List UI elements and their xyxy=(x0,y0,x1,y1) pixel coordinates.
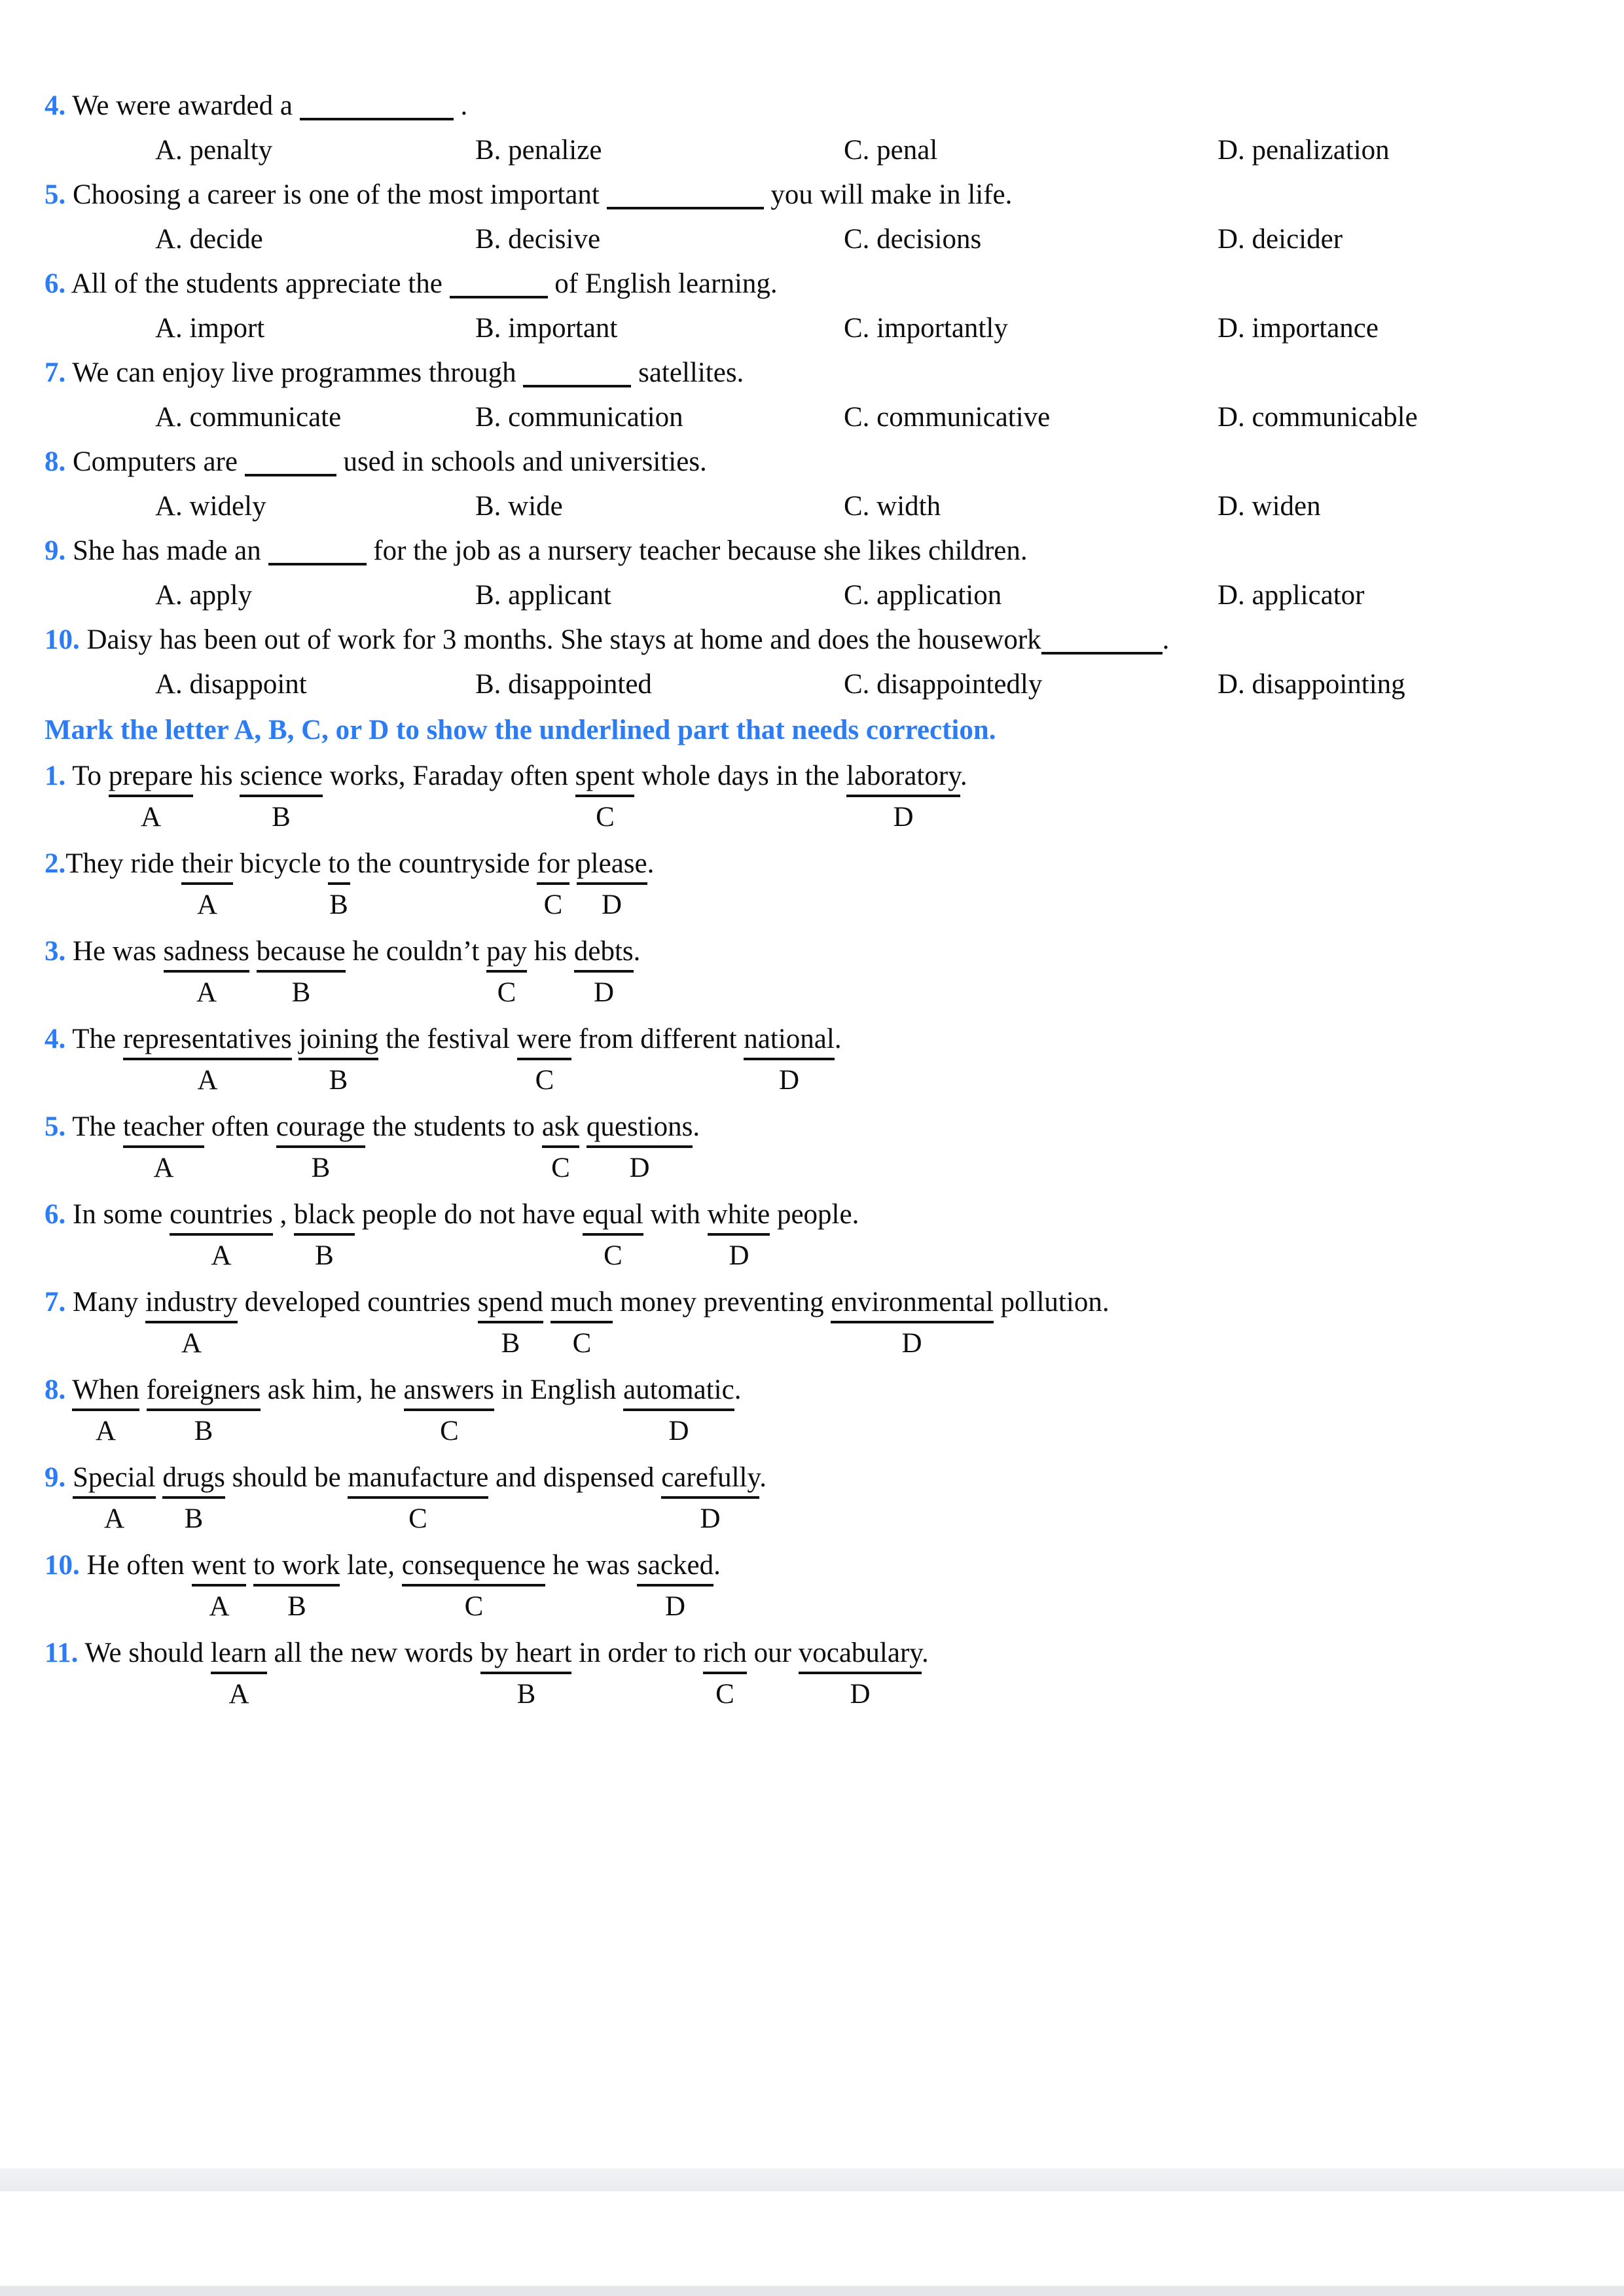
option-b: B. important xyxy=(475,313,618,344)
question-sentence xyxy=(45,351,1598,395)
answer-letter-c: C xyxy=(543,889,563,920)
answer-letter-a: A xyxy=(181,1328,202,1359)
sentence-text xyxy=(569,848,577,879)
answer-letters-row xyxy=(45,1062,1598,1105)
question-sentence xyxy=(45,754,1598,798)
question-number: 2. xyxy=(45,848,66,879)
answer-letters-row xyxy=(45,1412,1598,1456)
question-block xyxy=(45,84,1598,173)
question-number: 4. xyxy=(45,1024,66,1054)
question-block xyxy=(45,1368,1598,1456)
sentence-text: whole days in the xyxy=(634,761,846,791)
sentence-text: . xyxy=(960,761,967,791)
option-d: D. communicable xyxy=(1218,402,1418,433)
answer-letter-a: A xyxy=(103,1503,125,1534)
sentence-text: Computers are xyxy=(65,446,245,477)
answer-letters-row xyxy=(45,1237,1598,1280)
word-form-questions xyxy=(45,84,1598,707)
question-sentence xyxy=(45,929,1598,974)
sentence-text: in English xyxy=(494,1374,624,1405)
answer-letter-d: D xyxy=(850,1679,871,1710)
question-block xyxy=(45,618,1598,707)
sentence-text: you will make in life. xyxy=(763,179,1013,210)
option-b: B. wide xyxy=(475,491,563,522)
question-sentence xyxy=(45,440,1598,484)
answer-letter-c: C xyxy=(572,1328,592,1359)
question-sentence xyxy=(45,1280,1598,1325)
option-c: C. disappointedly xyxy=(844,669,1043,700)
underlined-word: answers xyxy=(404,1374,495,1411)
question-number: 8. xyxy=(45,446,66,477)
underlined-word: black xyxy=(294,1199,355,1236)
answer-letter-d: D xyxy=(601,889,623,920)
underlined-word: learn xyxy=(211,1638,267,1674)
underlined-word: automatic xyxy=(623,1374,734,1411)
answer-letter-b: B xyxy=(272,802,291,833)
blank-line xyxy=(1041,652,1163,655)
options-row xyxy=(45,217,1598,262)
answer-letters-row xyxy=(45,1325,1598,1368)
sentence-text: . xyxy=(453,90,468,121)
sentence-text: for the job as a nursery teacher because she likes children. xyxy=(366,535,1028,566)
sentence-text xyxy=(579,1111,586,1142)
sentence-text: . xyxy=(713,1550,721,1581)
option-d: D. deicider xyxy=(1218,224,1343,255)
question-number: 10. xyxy=(45,1550,80,1581)
underlined-word: to work xyxy=(253,1550,340,1587)
question-number: 9. xyxy=(45,1462,66,1493)
answer-letters-row xyxy=(45,1500,1598,1543)
question-block xyxy=(45,929,1598,1017)
sentence-text: with xyxy=(643,1199,708,1230)
option-a: A. widely xyxy=(155,491,266,522)
sentence-text: . xyxy=(734,1374,742,1405)
option-a: A. penalty xyxy=(155,135,273,166)
sentence-text: pollution. xyxy=(993,1287,1110,1318)
answer-letter-a: A xyxy=(209,1591,230,1622)
sentence-text: all the new words xyxy=(266,1638,480,1668)
sentence-text xyxy=(65,1462,73,1493)
sentence-text xyxy=(543,1287,550,1318)
underlined-word: When xyxy=(72,1374,139,1411)
sentence-text: To xyxy=(65,761,109,791)
options-row xyxy=(45,128,1598,173)
sentence-text: All of the students appreciate the xyxy=(65,268,450,299)
sentence-text: people. xyxy=(770,1199,859,1230)
sentence-text: satellites. xyxy=(631,357,744,388)
answer-letter-c: C xyxy=(551,1153,570,1183)
question-sentence xyxy=(45,1456,1598,1500)
question-sentence xyxy=(45,173,1598,217)
option-c: C. communicative xyxy=(844,402,1051,433)
option-d: D. widen xyxy=(1218,491,1321,522)
answer-letter-b: B xyxy=(311,1153,331,1183)
sentence-text: . xyxy=(834,1024,842,1054)
question-number: 3. xyxy=(45,936,66,967)
answer-letter-c: C xyxy=(535,1065,554,1096)
option-a: A. apply xyxy=(155,580,253,611)
blank-line xyxy=(245,474,336,476)
sentence-text: . xyxy=(647,848,655,879)
underlined-word: national xyxy=(744,1024,835,1060)
answer-letters-row xyxy=(45,1149,1598,1193)
question-sentence xyxy=(45,1105,1598,1149)
option-c: C. decisions xyxy=(844,224,982,255)
sentence-text: often xyxy=(204,1111,276,1142)
option-d: D. penalization xyxy=(1218,135,1390,166)
underlined-word: courage xyxy=(276,1111,365,1148)
underlined-word: for xyxy=(537,848,569,885)
sentence-text: . xyxy=(759,1462,767,1493)
question-number: 7. xyxy=(45,1287,66,1318)
answer-letter-d: D xyxy=(664,1591,686,1622)
option-c: C. penal xyxy=(844,135,938,166)
underlined-word: equal xyxy=(583,1199,643,1236)
question-number: 8. xyxy=(45,1374,66,1405)
blank-line xyxy=(450,296,548,298)
sentence-text: ask him, he xyxy=(260,1374,404,1405)
answer-letters-row xyxy=(45,1676,1598,1719)
underlined-word: because xyxy=(257,936,346,973)
sentence-text xyxy=(156,1462,163,1493)
sentence-text: He was xyxy=(65,936,164,967)
answer-letter-b: B xyxy=(287,1591,306,1622)
option-b: B. communication xyxy=(475,402,683,433)
question-number: 1. xyxy=(45,761,66,791)
answer-letter-c: C xyxy=(408,1503,427,1534)
option-a: A. import xyxy=(155,313,265,344)
sentence-text: Many xyxy=(65,1287,146,1318)
answer-letter-b: B xyxy=(184,1503,204,1534)
sentence-text: the countryside xyxy=(350,848,537,879)
underlined-word: sadness xyxy=(164,936,249,973)
option-b: B. decisive xyxy=(475,224,601,255)
sentence-text xyxy=(292,1024,299,1054)
answer-letter-c: C xyxy=(604,1240,623,1271)
underlined-word: manufacture xyxy=(348,1462,488,1499)
answer-letter-b: B xyxy=(516,1679,536,1710)
answer-letter-a: A xyxy=(196,889,218,920)
option-b: B. disappointed xyxy=(475,669,652,700)
option-c: C. width xyxy=(844,491,941,522)
underlined-word: spent xyxy=(575,761,635,797)
question-block xyxy=(45,1017,1598,1105)
question-block xyxy=(45,842,1598,929)
answer-letter-a: A xyxy=(211,1240,232,1271)
sentence-text: . xyxy=(693,1111,700,1142)
question-block xyxy=(45,1456,1598,1543)
sentence-text: . xyxy=(921,1638,929,1668)
sentence-text xyxy=(246,1550,253,1581)
answer-letter-b: B xyxy=(329,1065,348,1096)
sentence-text: people do not have xyxy=(355,1199,583,1230)
answer-letter-a: A xyxy=(197,1065,218,1096)
sentence-text xyxy=(249,936,257,967)
answer-letter-d: D xyxy=(778,1065,800,1096)
option-d: D. disappointing xyxy=(1218,669,1405,700)
sentence-text: from different xyxy=(571,1024,744,1054)
sentence-text: We were awarded a xyxy=(65,90,300,121)
sentence-text: late, xyxy=(340,1550,402,1581)
sentence-text: developed countries xyxy=(238,1287,478,1318)
answer-letters-row xyxy=(45,798,1598,842)
underlined-word: Special xyxy=(73,1462,156,1499)
question-sentence xyxy=(45,1017,1598,1062)
answer-letter-c: C xyxy=(596,802,615,833)
footer-band xyxy=(0,2168,1624,2191)
sentence-text: in order to xyxy=(571,1638,704,1668)
question-number: 5. xyxy=(45,179,66,210)
question-number: 6. xyxy=(45,1199,66,1230)
question-sentence xyxy=(45,1368,1598,1412)
sentence-text xyxy=(65,1374,72,1405)
answer-letter-d: D xyxy=(729,1240,749,1271)
answer-letter-c: C xyxy=(440,1416,459,1446)
option-b: B. applicant xyxy=(475,580,611,611)
underlined-word: representatives xyxy=(123,1024,292,1060)
question-block xyxy=(45,754,1598,842)
sentence-text: he was xyxy=(545,1550,638,1581)
underlined-word: spend xyxy=(478,1287,543,1323)
question-block xyxy=(45,529,1598,618)
sentence-text: She has made an xyxy=(65,535,268,566)
underlined-word: laboratory xyxy=(846,761,960,797)
answer-letter-a: A xyxy=(228,1679,249,1710)
sentence-text: our xyxy=(746,1638,799,1668)
answer-letters-row xyxy=(45,1588,1598,1631)
question-sentence xyxy=(45,1631,1598,1676)
options-row xyxy=(45,306,1598,351)
answer-letter-b: B xyxy=(291,977,311,1008)
sentence-text: his xyxy=(192,761,240,791)
answer-letter-d: D xyxy=(668,1416,689,1446)
question-number: 9. xyxy=(45,535,66,566)
option-c: C. importantly xyxy=(844,313,1008,344)
underlined-word: by heart xyxy=(480,1638,572,1674)
sentence-text: his xyxy=(527,936,574,967)
underlined-word: prepare xyxy=(109,761,193,797)
underlined-word: carefully xyxy=(661,1462,759,1499)
underlined-word: countries xyxy=(170,1199,273,1236)
sentence-text: should be xyxy=(225,1462,348,1493)
document-content xyxy=(45,84,1598,1719)
blank-line xyxy=(523,385,631,387)
underlined-word: joining xyxy=(298,1024,378,1060)
underlined-word: rich xyxy=(703,1638,747,1674)
question-number: 6. xyxy=(45,268,66,299)
underlined-word: much xyxy=(550,1287,613,1323)
underlined-word: industry xyxy=(145,1287,238,1323)
blank-line xyxy=(268,563,367,565)
question-block xyxy=(45,1193,1598,1280)
sentence-text: , xyxy=(272,1199,294,1230)
question-sentence xyxy=(45,1193,1598,1237)
options-row xyxy=(45,573,1598,618)
question-number: 10. xyxy=(45,624,80,655)
question-sentence xyxy=(45,84,1598,128)
answer-letter-d: D xyxy=(629,1153,650,1183)
question-block xyxy=(45,351,1598,440)
underlined-word: vocabulary xyxy=(799,1638,922,1674)
sentence-text: They ride xyxy=(65,848,181,879)
option-c: C. application xyxy=(844,580,1002,611)
question-sentence xyxy=(45,618,1598,662)
sentence-text: the festival xyxy=(378,1024,517,1054)
underlined-word: sacked xyxy=(637,1550,713,1587)
question-block xyxy=(45,1631,1598,1719)
sentence-text: of English learning. xyxy=(547,268,778,299)
underlined-word: ask xyxy=(542,1111,579,1148)
sentence-text: We can enjoy live programmes through xyxy=(65,357,524,388)
underlined-word: environmental xyxy=(831,1287,993,1323)
sentence-text: Daisy has been out of work for 3 months. She stays at home and does the housework xyxy=(79,624,1041,655)
option-d: D. applicator xyxy=(1218,580,1365,611)
options-row xyxy=(45,395,1598,440)
question-number: 5. xyxy=(45,1111,66,1142)
sentence-text: . xyxy=(1162,624,1170,655)
sentence-text: In some xyxy=(65,1199,170,1230)
underlined-word: pay xyxy=(486,936,527,973)
option-d: D. importance xyxy=(1218,313,1379,344)
answer-letter-a: A xyxy=(95,1416,117,1446)
underlined-word: were xyxy=(517,1024,572,1060)
sentence-text xyxy=(139,1374,147,1405)
sentence-text: used in schools and universities. xyxy=(336,446,707,477)
answer-letter-d: D xyxy=(593,977,615,1008)
answer-letter-b: B xyxy=(315,1240,334,1271)
answer-letter-c: C xyxy=(464,1591,484,1622)
sentence-text: works, Faraday often xyxy=(322,761,575,791)
sentence-text: . xyxy=(633,936,641,967)
answer-letter-d: D xyxy=(901,1328,922,1359)
sentence-text: the students to xyxy=(365,1111,542,1142)
answer-letter-b: B xyxy=(501,1328,520,1359)
answer-letter-c: C xyxy=(715,1679,734,1710)
answer-letter-a: A xyxy=(140,802,162,833)
answer-letter-a: A xyxy=(153,1153,174,1183)
answer-letter-c: C xyxy=(497,977,516,1008)
blank-line xyxy=(300,118,454,120)
question-number: 7. xyxy=(45,357,66,388)
sentence-text: We should xyxy=(78,1638,211,1668)
question-sentence xyxy=(45,1543,1598,1588)
option-a: A. communicate xyxy=(155,402,342,433)
underlined-word: their xyxy=(181,848,233,885)
question-block xyxy=(45,173,1598,262)
answer-letters-row xyxy=(45,974,1598,1017)
underlined-word: consequence xyxy=(402,1550,546,1587)
answer-letters-row xyxy=(45,886,1598,929)
sentence-text: The xyxy=(65,1111,123,1142)
question-block xyxy=(45,1280,1598,1368)
option-b: B. penalize xyxy=(475,135,602,166)
underlined-word: debts xyxy=(574,936,634,973)
underlined-word: questions xyxy=(586,1111,693,1148)
blank-line xyxy=(607,207,764,209)
correction-questions xyxy=(45,754,1598,1719)
underlined-word: science xyxy=(240,761,323,797)
question-block xyxy=(45,440,1598,529)
options-row xyxy=(45,484,1598,529)
answer-letter-b: B xyxy=(194,1416,213,1446)
question-sentence xyxy=(45,262,1598,306)
sentence-text: The xyxy=(65,1024,123,1054)
sentence-text: and dispensed xyxy=(488,1462,662,1493)
answer-letter-d: D xyxy=(700,1503,721,1534)
answer-letter-d: D xyxy=(893,802,914,833)
underlined-word: foreigners xyxy=(147,1374,261,1411)
underlined-word: teacher xyxy=(123,1111,204,1148)
section-heading: Mark the letter A, B, C, or D to show the underlined part that needs correction. xyxy=(45,715,996,745)
underlined-word: please xyxy=(577,848,647,885)
question-block xyxy=(45,262,1598,351)
underlined-word: drugs xyxy=(162,1462,225,1499)
answer-letter-b: B xyxy=(329,889,348,920)
option-a: A. decide xyxy=(155,224,263,255)
underlined-word: white xyxy=(708,1199,770,1236)
sentence-text: money preventing xyxy=(613,1287,831,1318)
underlined-word: went xyxy=(192,1550,247,1587)
question-block xyxy=(45,1543,1598,1631)
sentence-text: bicycle xyxy=(232,848,329,879)
options-row xyxy=(45,662,1598,707)
option-a: A. disappoint xyxy=(155,669,307,700)
question-number: 11. xyxy=(45,1638,79,1668)
sentence-text: he couldn’t xyxy=(345,936,487,967)
question-number: 4. xyxy=(45,90,66,121)
question-sentence xyxy=(45,529,1598,573)
answer-letter-a: A xyxy=(196,977,217,1008)
underlined-word: to xyxy=(328,848,350,885)
sentence-text: Choosing a career is one of the most important xyxy=(65,179,607,210)
question-block xyxy=(45,1105,1598,1193)
sentence-text: He often xyxy=(79,1550,192,1581)
question-sentence xyxy=(45,842,1598,886)
page-bottom-band xyxy=(0,2286,1624,2296)
